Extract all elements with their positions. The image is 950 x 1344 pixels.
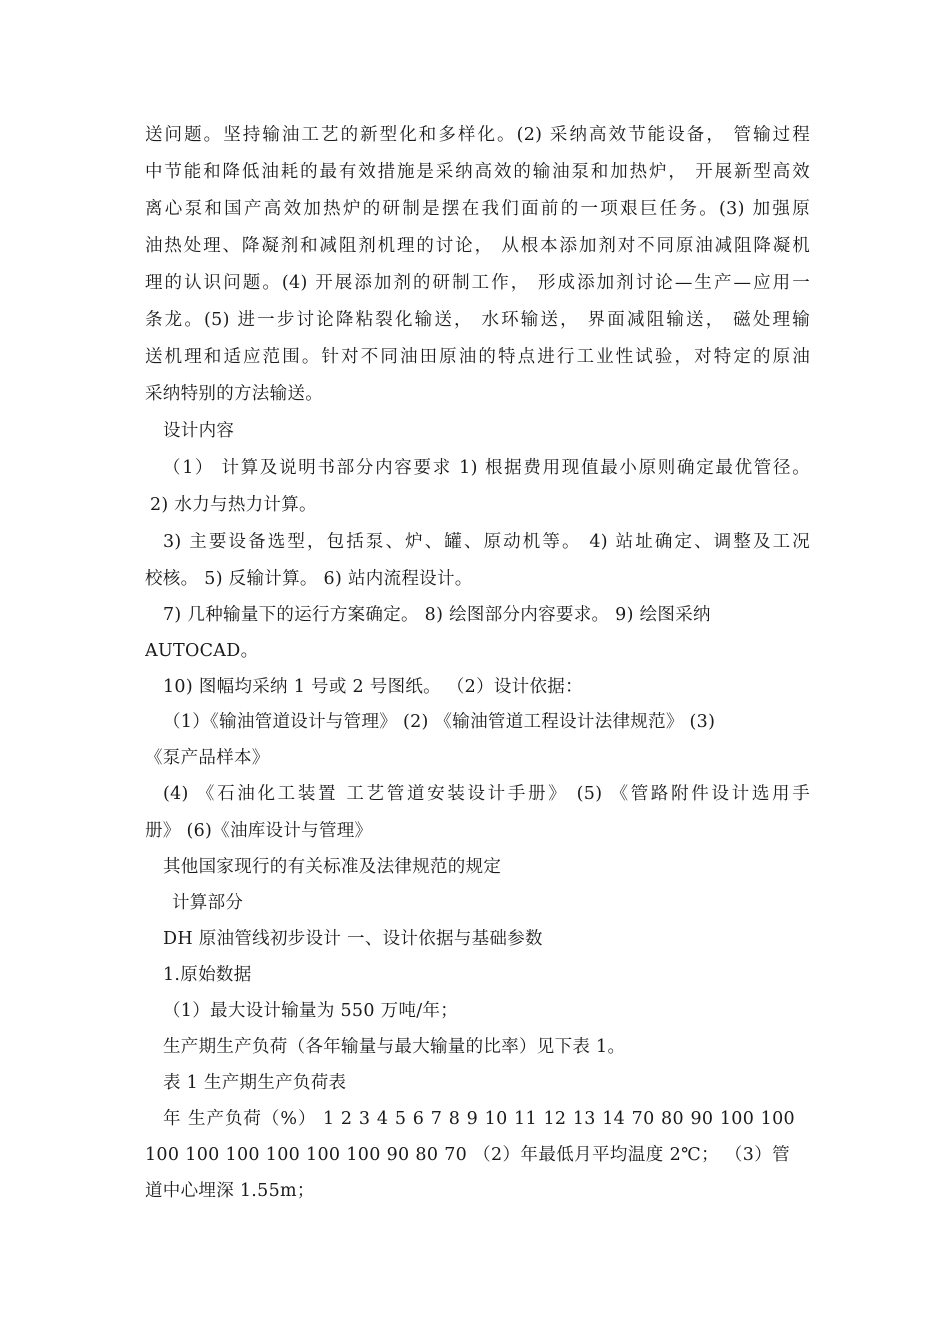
text-line: 3) 主要设备选型，包括泵、炉、罐、原动机等。 4) 站址确定、调整及工况: [163, 532, 810, 552]
text-line: 10) 图幅均采纳 1 号或 2 号图纸。 （2）设计依据：: [163, 677, 583, 697]
text-line: 校核。 5) 反输计算。 6) 站内流程设计。: [145, 569, 473, 589]
text-line: DH 原油管线初步设计 一、设计依据与基础参数: [163, 929, 543, 949]
text-line: 生产期生产负荷（各年输量与最大输量的比率）见下表 1。: [163, 1037, 626, 1057]
text-line: 年 生产负荷（%） 1 2 3 4 5 6 7 8 9 10 11 12 13 14 70 80 90 100 100: [163, 1109, 795, 1129]
table-caption: 表 1 生产期生产负荷表: [163, 1073, 347, 1093]
text-line: 采纳特别的方法输送。: [145, 384, 323, 404]
text-line: 100 100 100 100 100 100 90 80 70 （2）年最低月平均温度 2℃； （3）管: [145, 1145, 790, 1165]
text-line: 理的认识问题。(4) 开展添加剂的研制工作， 形成添加剂讨论—生产—应用一: [145, 273, 810, 293]
text-line: 条龙。(5) 进一步讨论降粘裂化输送， 水环输送， 界面减阻输送， 磁处理输: [145, 310, 810, 330]
text-line: 中节能和降低油耗的最有效措施是采纳高效的输油泵和加热炉， 开展新型高效: [145, 162, 810, 182]
text-line: 离心泵和国产高效加热炉的研制是摆在我们面前的一项艰巨任务。(3) 加强原: [145, 199, 810, 219]
text-line: 油热处理、降凝剂和减阻剂机理的讨论， 从根本添加剂对不同原油减阻降凝机: [145, 236, 810, 256]
text-line: 7) 几种输量下的运行方案确定。 8) 绘图部分内容要求。 9) 绘图采纳: [163, 605, 711, 625]
section-heading: 设计内容: [163, 421, 235, 441]
text-line: （1）《输油管道设计与管理》 (2) 《输油管道工程设计法律规范》 (3): [163, 712, 716, 732]
text-line: AUTOCAD。: [145, 641, 259, 661]
text-line: 道中心埋深 1.55m；: [145, 1181, 315, 1201]
text-line: （1） 计算及说明书部分内容要求 1) 根据费用现值最小原则确定最优管径。: [163, 458, 810, 478]
text-line: 其他国家现行的有关标准及法律规范的规定: [163, 857, 502, 877]
text-line: 2) 水力与热力计算。: [150, 495, 317, 515]
text-line: 送机理和适应范围。针对不同油田原油的特点进行工业性试验，对特定的原油: [145, 347, 810, 367]
text-line: (4) 《石油化工装置 工艺管道安装设计手册》 (5) 《管路附件设计选用手: [163, 784, 810, 804]
text-line: （1）最大设计输量为 550 万吨/年；: [163, 1001, 459, 1021]
text-line: 《泵产品样本》: [145, 748, 270, 768]
text-line: 送问题。坚持输油工艺的新型化和多样化。(2) 采纳高效节能设备， 管输过程: [145, 125, 810, 145]
text-line: 册》 (6)《油库设计与管理》: [145, 821, 373, 841]
text-line: 1.原始数据: [163, 965, 252, 985]
section-heading: 计算部分: [172, 893, 244, 913]
